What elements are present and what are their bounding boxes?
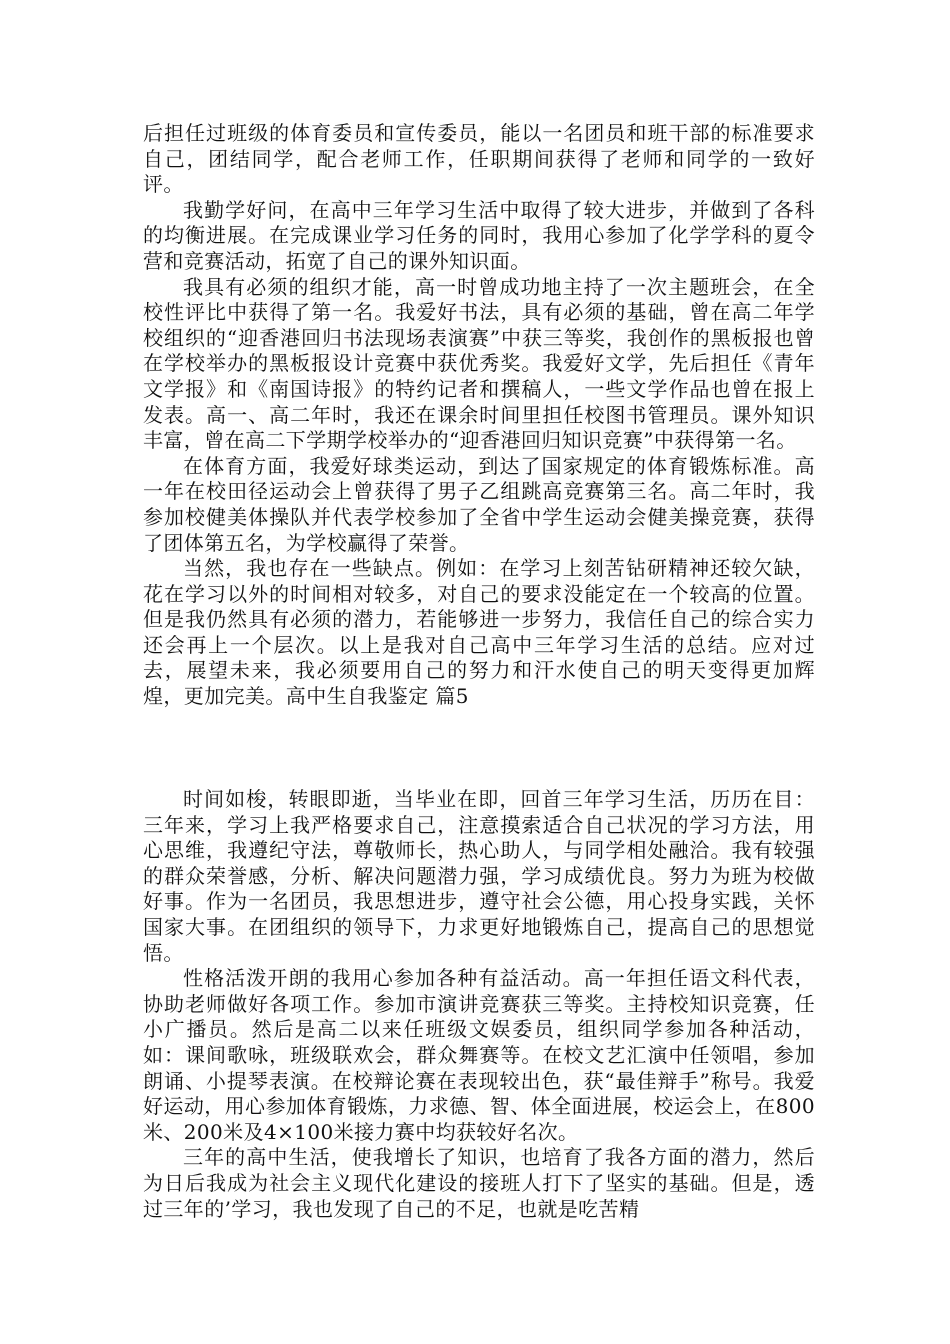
paragraph: 性格活泼开朗的我用心参加各种有益活动。高一年担任语文科代表，协助老师做好各项工作。参加市演讲竞赛获三等奖。主持校知识竞赛，任小广播员。然后是高二以来任班级文娱委员，组织同学参加各种活动，如：课间歌咏，班级联欢会，群众舞赛等。在校文艺汇演中任领唱，参加朗诵、小提琴表演。在校辩论赛在表现较出色，获“最佳辩手”称号。我爱好运动，用心参加体育锻炼，力求德、智、体全面进展，校运会上，在800米、200米及4×100米接力赛中均获较好名次。 <box>143 966 815 1144</box>
paragraph: 当然，我也存在一些缺点。例如：在学习上刻苦钻研精神还较欠缺，花在学习以外的时间相对较多，对自己的要求没能定在一个较高的位置。但是我仍然具有必须的潜力，若能够进一步努力，我信任自己的综合实力还会再上一个层次。以上是我对自己高中三年学习生活的总结。应对过去，展望未来，我必须要用自己的努力和汗水使自己的明天变得更加辉煌，更加完美。高中生自我鉴定 篇5 <box>143 556 815 709</box>
paragraph-continued: 后担任过班级的体育委员和宣传委员，能以一名团员和班干部的标准要求自己，团结同学，配合老师工作，任职期间获得了老师和同学的一致好评。 <box>143 121 815 197</box>
paragraph: 三年的高中生活，使我增长了知识，也培育了我各方面的潜力，然后为日后我成为社会主义现代化建设的接班人打下了坚实的基础。但是，透过三年的’学习，我也发现了自己的不足，也就是吃苦精 <box>143 1145 815 1221</box>
paragraph: 我具有必须的组织才能，高一时曾成功地主持了一次主题班会，在全校性评比中获得了第一名。我爱好书法，具有必须的基础，曾在高二年学校组织的“迎香港回归书法现场表演赛”中获三等奖，我创作的黑板报也曾在学校举办的黑板报设计竞赛中获优秀奖。我爱好文学，先后担任《青年文学报》和《南国诗报》的特约记者和撰稿人，一些文学作品也曾在报上发表。高一、高二年时，我还在课余时间里担任校图书管理员。课外知识丰富，曾在高二下学期学校举办的“迎香港回归知识竞赛”中获得第一名。 <box>143 274 815 453</box>
paragraph: 时间如梭，转眼即逝，当毕业在即，回首三年学习生活，历历在目：三年来，学习上我严格要求自己，注意摸索适合自己状况的学习方法，用心思维，我遵纪守法，尊敬师长，热心助人，与同学相处融洽。我有较强的群众荣誉感，分析、解决问题潜力强，学习成绩优良。努力为班为校做好事。作为一名团员，我思想进步，遵守社会公德，用心投身实践，关怀国家大事。在团组织的领导下，力求更好地锻炼自己，提高自己的思想觉悟。 <box>143 787 815 965</box>
text-section-lower <box>143 787 815 1222</box>
paragraph: 在体育方面，我爱好球类运动，到达了国家规定的体育锻炼标准。高一年在校田径运动会上曾获得了男子乙组跳高竞赛第三名。高二年时，我参加校健美体操队并代表学校参加了全省中学生运动会健美操竞赛，获得了团体第五名，为学校赢得了荣誉。 <box>143 453 815 555</box>
text-section-upper <box>143 121 815 710</box>
paragraph: 我勤学好问，在高中三年学习生活中取得了较大进步，并做到了各科的均衡进展。在完成课业学习任务的同时，我用心参加了化学学科的夏令营和竞赛活动，拓宽了自己的课外知识面。 <box>143 197 815 273</box>
